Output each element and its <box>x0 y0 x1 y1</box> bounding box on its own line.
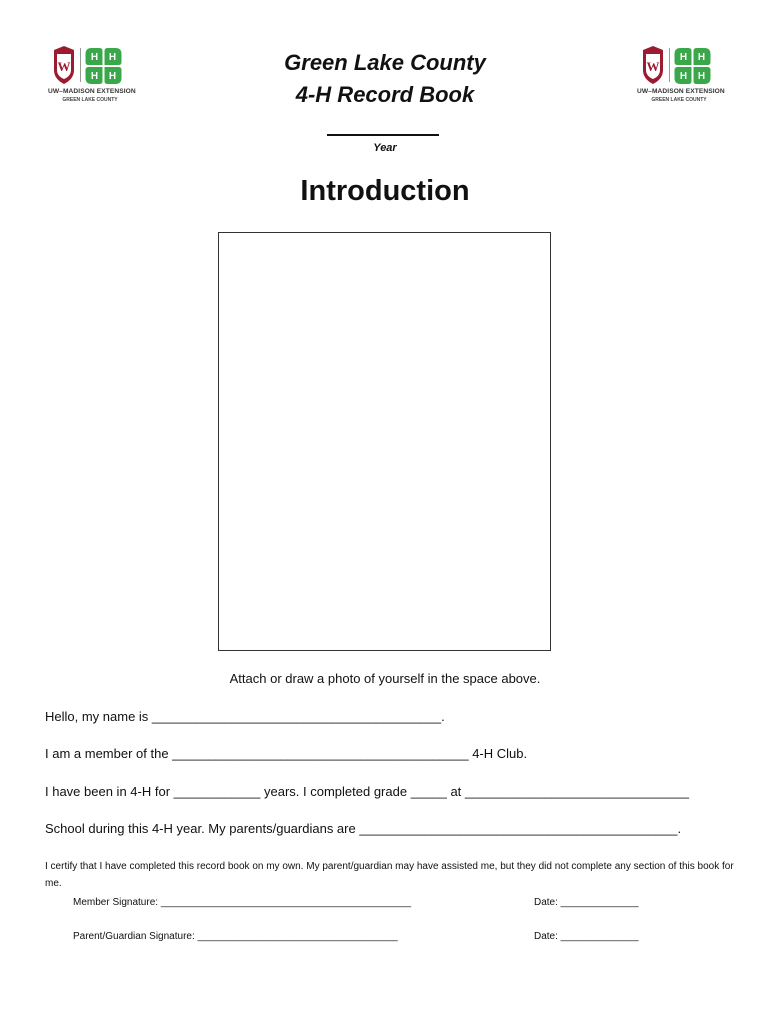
photo-caption: Attach or draw a photo of yourself in the space above. <box>229 671 541 686</box>
certification-statement: I certify that I have completed this record book on my own. My parent/guardian may have assisted me, but they did not complete any section of this book for me. <box>45 861 734 889</box>
svg-text:H: H <box>90 52 99 63</box>
years-grade-line[interactable]: I have been in 4-H for ____________ years. I completed grade _____ at _______________________________ <box>45 784 690 799</box>
svg-text:H: H <box>697 52 706 63</box>
svg-text:H: H <box>697 71 706 82</box>
guardian-date-line[interactable]: Date: ______________ <box>534 931 639 942</box>
parents-line[interactable]: School during this 4-H year. My parents/guardians are ____________________________________________. <box>45 821 682 836</box>
club-line[interactable]: I am a member of the _________________________________________ 4-H Club. <box>45 746 528 761</box>
extension-name: UW–MADISON EXTENSION <box>637 88 725 95</box>
county-name: GREEN LAKE COUNTY <box>62 97 118 103</box>
page-title-county: Green Lake County <box>284 50 486 75</box>
svg-text:W: W <box>646 59 660 74</box>
member-date-line[interactable]: Date: ______________ <box>534 897 639 908</box>
svg-text:H: H <box>679 71 688 82</box>
extension-name: UW–MADISON EXTENSION <box>48 88 136 95</box>
section-heading: Introduction <box>300 175 470 207</box>
svg-text:H: H <box>90 71 99 82</box>
svg-text:H: H <box>108 52 117 63</box>
svg-text:H: H <box>679 52 688 63</box>
name-line[interactable]: Hello, my name is ________________________________________. <box>45 709 445 724</box>
page-title-record-book: 4-H Record Book <box>295 82 475 107</box>
county-name: GREEN LAKE COUNTY <box>651 97 707 103</box>
svg-text:H: H <box>108 71 117 82</box>
photo-box[interactable] <box>218 232 551 651</box>
year-label: Year <box>373 142 397 154</box>
member-signature-line[interactable]: Member Signature: _____________________________________________ <box>73 897 412 908</box>
svg-text:W: W <box>57 59 71 74</box>
year-field-line[interactable] <box>327 134 439 136</box>
guardian-signature-line[interactable]: Parent/Guardian Signature: ____________________________________ <box>73 931 398 942</box>
